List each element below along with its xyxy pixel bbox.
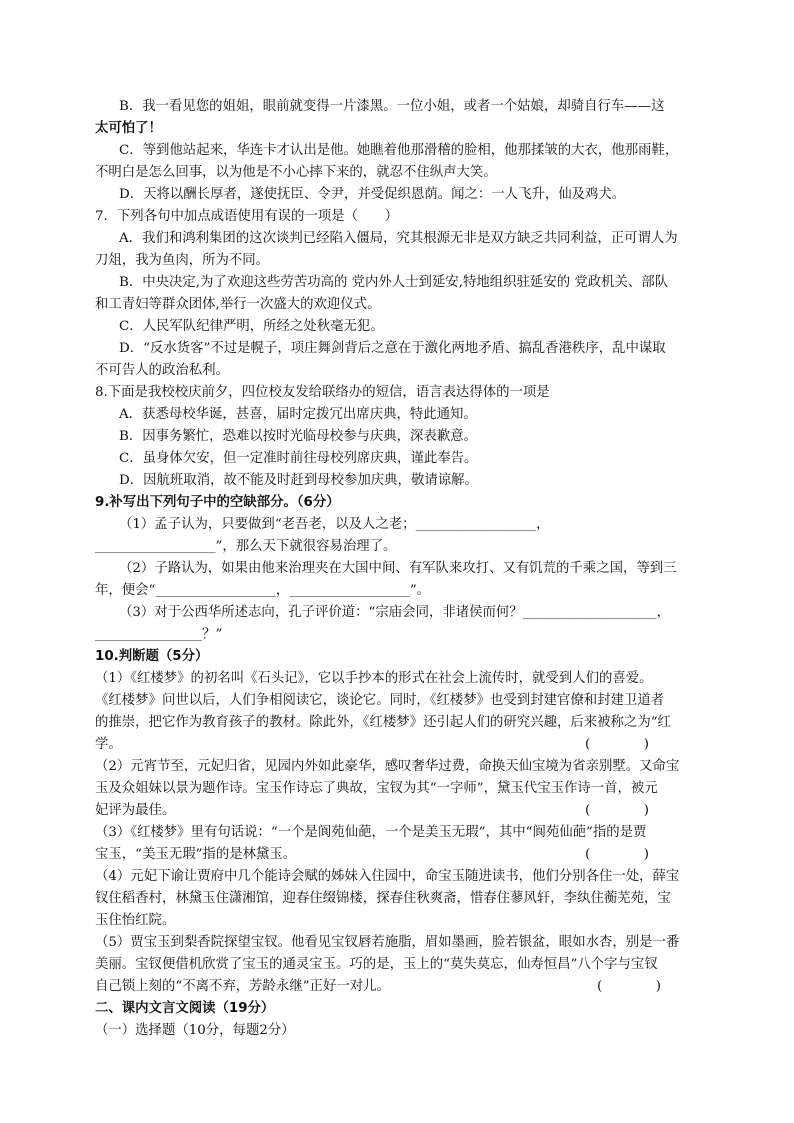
q8-option-a: A．获悉母校华诞，甚喜，届时定拨冗出席庆典，特此通知。 xyxy=(119,407,477,422)
q9-item3-line1: （3）对于公西华所述志向，孔子评价道：“宗庙会同，非诸侯而何？____________________， xyxy=(119,605,670,620)
question-10-heading: 10.判断题（5分） xyxy=(95,649,209,664)
q6-option-c-line2: 不明白是怎么回事，以为他是不小心摔下来的，就忍不住纵声大笑。 xyxy=(95,165,497,180)
q10-item4-line2: 钗住稻香村，林黛玉住潇湘馆，迎春住缀锦楼，探春住秋爽斋，惜春住蓼风轩，李纨住蘅芜苑，宝 xyxy=(95,891,671,906)
q6-option-b-line1: B．我一看见您的姐姐，眼前就变得一片漆黑。一位小姐，或者一个姑娘，却骑自行车——这 xyxy=(119,99,665,114)
q6-option-c-line1: C．等到他站起来，华连卡才认出是他。她瞧着他那滑稽的脸相，他那揉皱的大衣，他那雨鞋， xyxy=(119,143,679,158)
q10-item2-line3: 妃评为最佳。 xyxy=(95,803,176,818)
q8-option-d: D．因航班取消，故不能及时赶到母校参加庆典，敬请谅解。 xyxy=(119,473,478,488)
q10-item1-line3: 的推崇，把它作为教育孩子的教材。除此外，《红楼梦》还引起人们的研究兴趣，后来被称之为“红 xyxy=(95,715,671,730)
q8-option-b: B．因事务繁忙，恐难以按时光临母校参与庆典，深表歉意。 xyxy=(119,429,477,444)
q9-item1-line1: （1）孟子认为，只要做到“老吾老，以及人之老；__________________， xyxy=(119,517,550,532)
q6-option-b-line2: 太可怕了！ xyxy=(95,121,162,136)
q10-item1-line2: 《红楼梦》问世以后，人们争相阅读它，谈论它。同时，《红楼梦》也受到封建官僚和封建卫道者 xyxy=(95,693,665,708)
question-9-heading: 9.补写出下列句子中的空缺部分。（6分） xyxy=(95,495,340,510)
q9-item2-line2: 年，便会“__________________，__________________”。 xyxy=(95,583,431,598)
q7-option-a-line2: 刀俎，我为鱼肉，所为不同。 xyxy=(95,253,270,268)
q7-option-d-line2: 不可告人的政治私利。 xyxy=(95,363,229,378)
q10-item2-line2: 玉及众姐妹以景为题作诗。宝玉作诗忘了典故，宝钗为其“一字师”，黛玉代宝玉作诗一首，被元 xyxy=(95,781,658,796)
q10-item5-answer-paren[interactable]: ( ) xyxy=(597,979,662,994)
q10-item1-line1: （1）《红楼梦》的初名叫《石头记》，它以手抄本的形式在社会上流传时，就受到人们的喜爱。 xyxy=(95,671,653,686)
question-7-stem: 7．下列各句中加点成语使用有误的一项是（ ） xyxy=(95,209,399,224)
section-two-heading: 二、课内文言文阅读（19分） xyxy=(95,1001,275,1016)
q10-item1-answer-paren[interactable]: ( ) xyxy=(585,737,650,752)
q7-option-a-line1: A．我们和鸿利集团的这次谈判已经陷入僵局，究其根源无非是双方缺乏共同利益，正可谓人为 xyxy=(119,231,678,246)
q10-item3-answer-paren[interactable]: ( ) xyxy=(585,847,650,862)
q10-item1-line4: 学。 xyxy=(95,737,122,752)
q7-option-b-line1: B．中央决定,为了欢迎这些劳苦功高的 党内外人士到延安,特地组织驻延安的 党政机关、部队 xyxy=(119,275,669,290)
q7-option-c: C．人民军队纪律严明，所经之处秋毫无犯。 xyxy=(119,319,384,334)
q10-item2-answer-paren[interactable]: ( ) xyxy=(585,803,650,818)
q10-item5-line2: 美丽。宝钗便借机欣赏了宝玉的通灵宝玉。巧的是，玉上的“莫失莫忘，仙寿恒昌”八个字与宝钗 xyxy=(95,957,658,972)
q10-item3-line2: 宝玉，“美玉无瑕”指的是林黛玉。 xyxy=(95,847,297,862)
q9-item2-line1: （2）子路认为，如果由他来治理夹在大国中间、有军队来攻打、又有饥荒的千乘之国，等到三 xyxy=(119,561,677,576)
q6-option-d: D．天将以酬长厚者，遂使抚臣、令尹，并受促织恩荫。闻之：一人飞升，仙及鸡犬。 xyxy=(119,187,626,202)
q10-item4-line3: 玉住怡红院。 xyxy=(95,913,176,928)
q10-item5-line3: 自己锁上刻的“不离不弃，芳龄永继”正好一对儿。 xyxy=(95,979,390,994)
q9-item1-line2: __________________”，那么天下就很容易治理了。 xyxy=(95,539,397,554)
q10-item2-line1: （2）元宵节至，元妃归省，见园内外如此豪华，感叹奢华过费，命换天仙宝境为省亲别墅。又命宝 xyxy=(95,759,680,774)
q10-item5-line1: （5）贾宝玉到梨香院探望宝钗。他看见宝钗唇若施脂，眉如墨画，脸若银盆，眼如水杏，别是一番 xyxy=(95,935,680,950)
section-two-subheading: （一）选择题（10分，每题2分） xyxy=(95,1023,295,1038)
q10-item3-line1: （3）《红楼梦》里有句话说：“一个是阆苑仙葩，一个是美玉无瑕”，其中“阆苑仙葩”指的是贾 xyxy=(95,825,647,840)
q8-option-c: C．虽身体欠安，但一定准时前往母校列席庆典，谨此奉告。 xyxy=(119,451,478,466)
q10-item4-line1: （4）元妃下谕让贾府中几个能诗会赋的姊妹入住园中，命宝玉随进读书，他们分别各住一处，薛宝 xyxy=(95,869,680,884)
q7-option-b-line2: 和工青妇等群众团体,举行一次盛大的欢迎仪式。 xyxy=(95,297,381,312)
q7-option-d-line1: D．“反水货客”不过是幌子，项庄舞剑背后之意在于激化两地矛盾、搞乱香港秩序，乱中谋取 xyxy=(119,341,666,356)
question-8-stem: 8.下面是我校校庆前夕，四位校友发给联络办的短信，语言表达得体的一项是 xyxy=(95,385,550,400)
q9-item3-line2: ________________？” xyxy=(95,627,223,642)
